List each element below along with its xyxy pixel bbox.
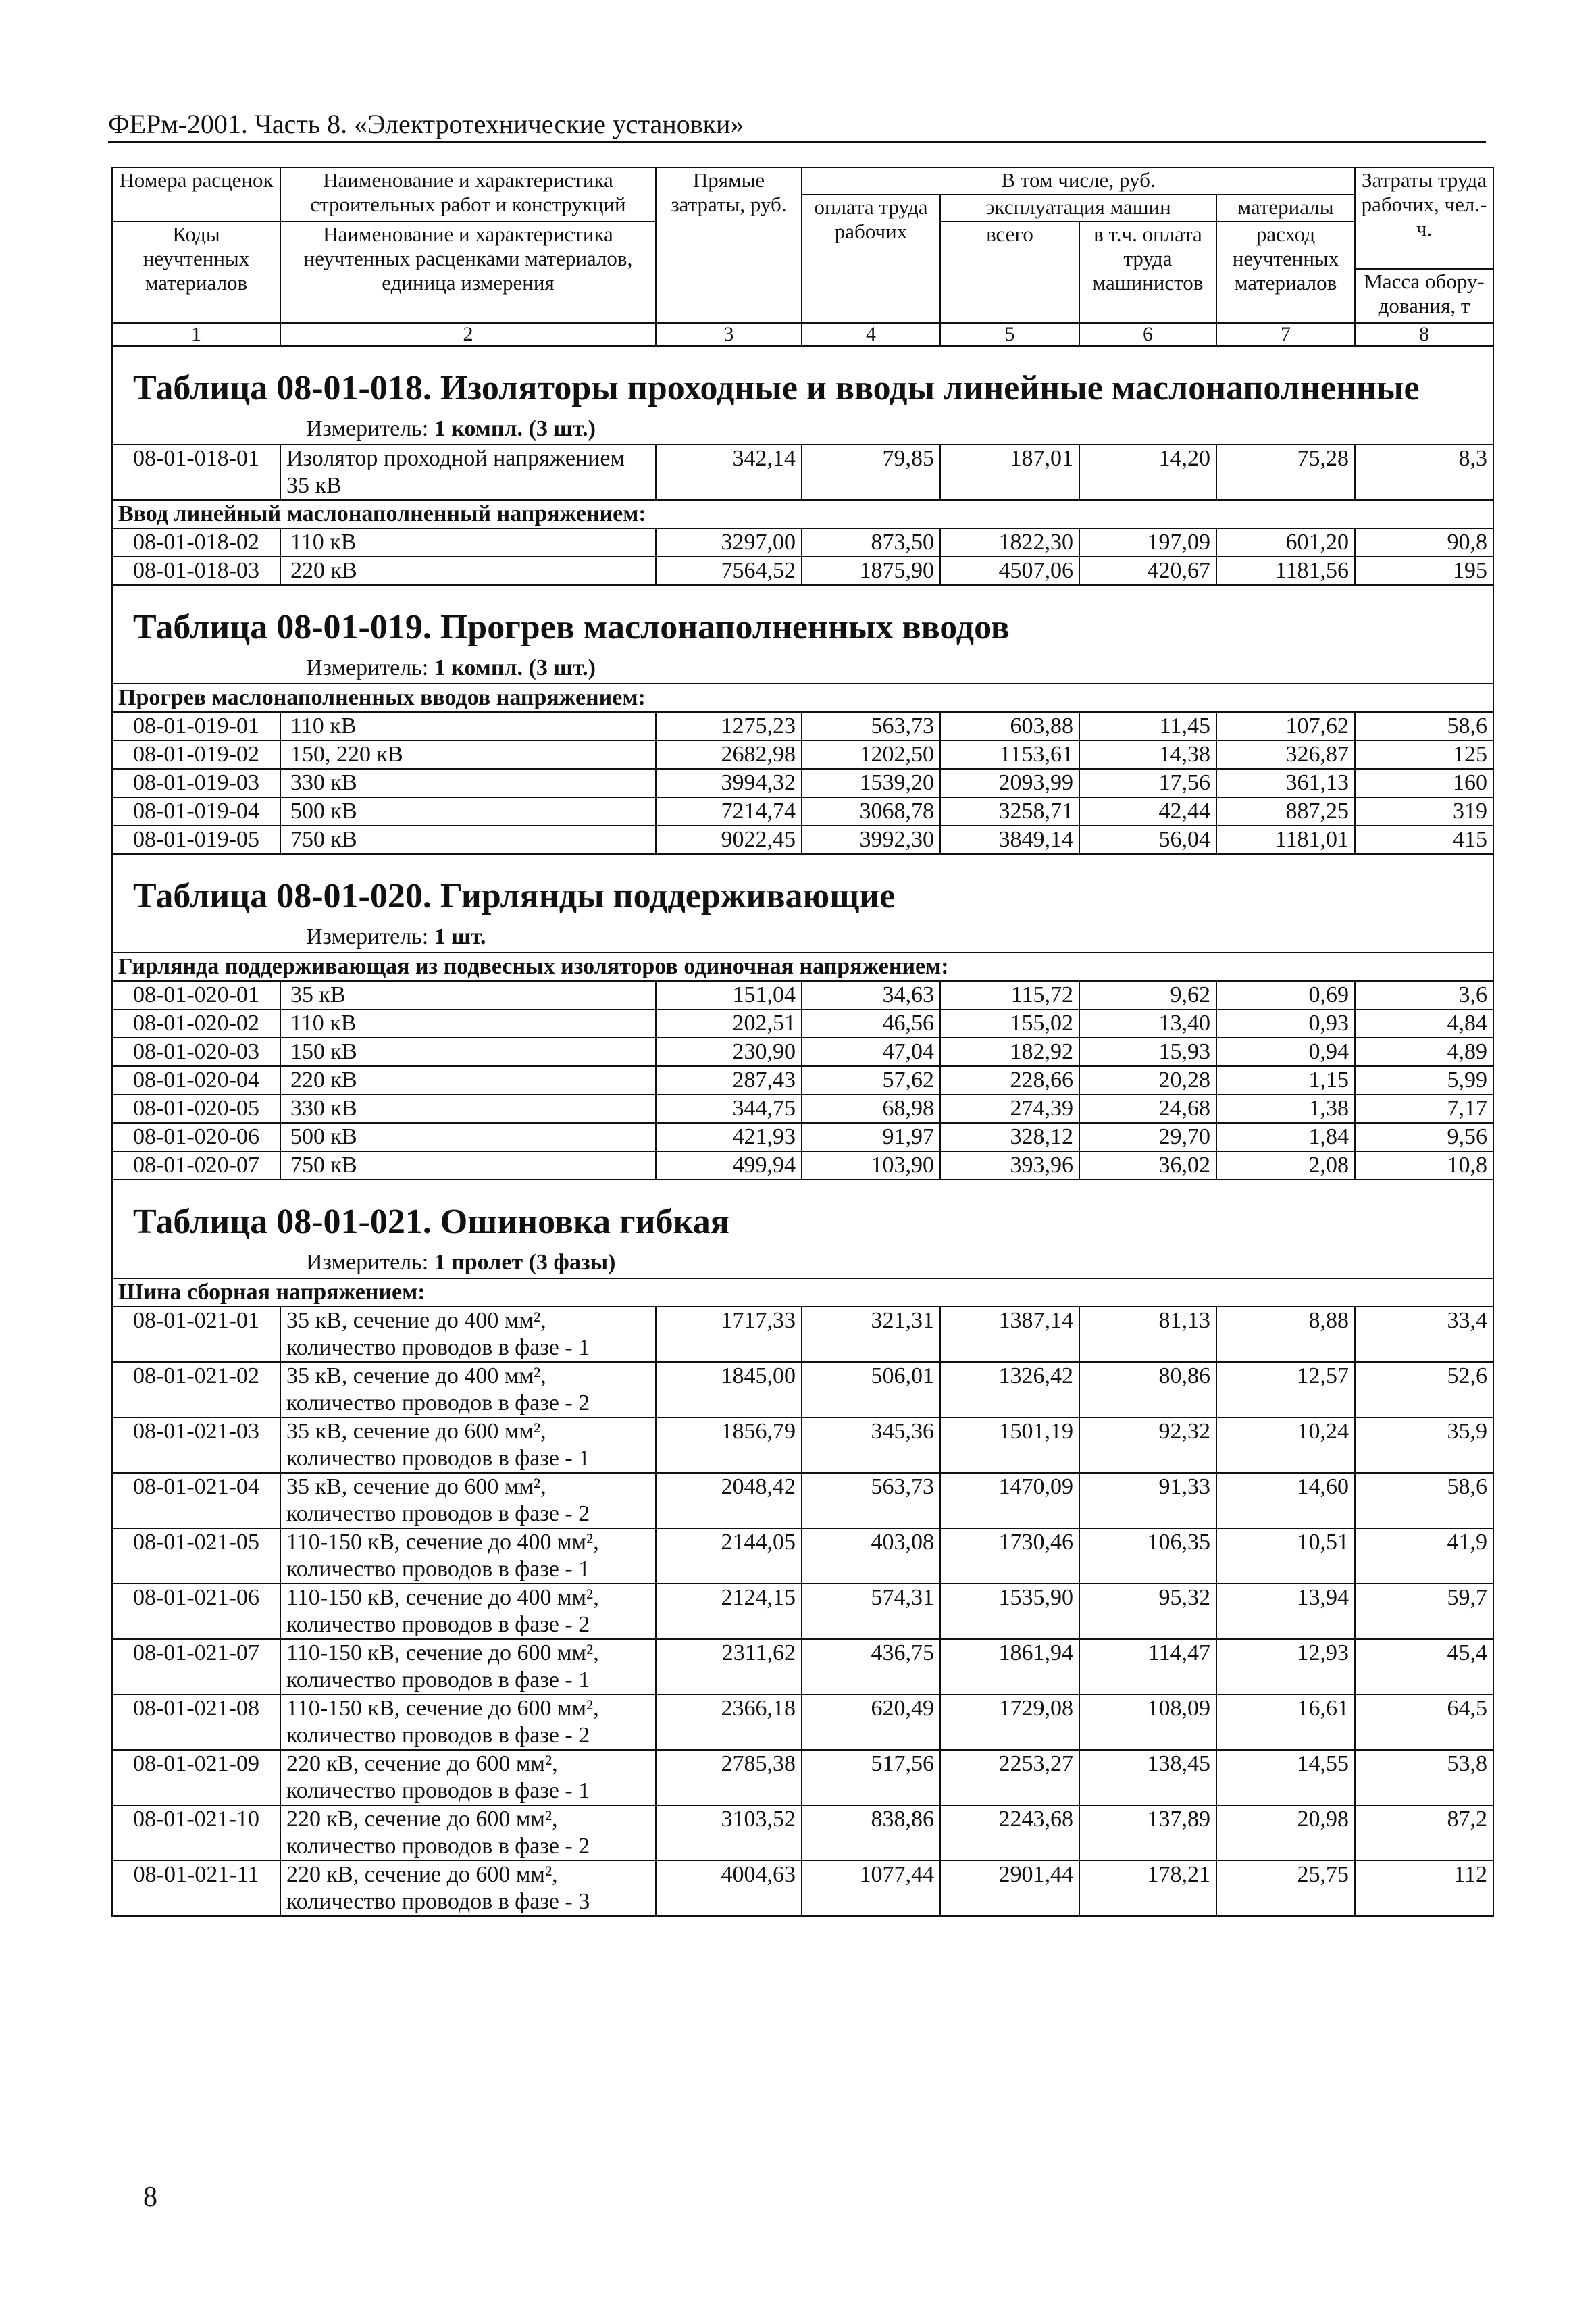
labor-pay: 321,31 xyxy=(802,1307,940,1362)
rate-name: 110-150 кВ, сечение до 600 мм², количество проводов в фазе - 2 xyxy=(280,1694,656,1750)
machines-total: 1861,94 xyxy=(940,1639,1079,1694)
materials-cost: 887,25 xyxy=(1216,797,1355,826)
rate-name: 35 кВ, сечение до 600 мм², количество проводов в фазе - 2 xyxy=(280,1473,656,1528)
rate-code: 08-01-021-04 xyxy=(112,1473,280,1528)
machinists-pay: 36,02 xyxy=(1079,1151,1216,1180)
labor-pay: 838,86 xyxy=(802,1805,940,1861)
direct-cost: 1717,33 xyxy=(656,1307,802,1362)
rate-name: 35 кВ, сечение до 400 мм², количество проводов в фазе - 1 xyxy=(280,1307,656,1362)
table-row xyxy=(112,557,1493,585)
labor-pay: 517,56 xyxy=(802,1750,940,1805)
labor-hours: 125 xyxy=(1355,740,1493,769)
materials-cost: 1,84 xyxy=(1216,1123,1355,1151)
machinists-pay: 138,45 xyxy=(1079,1750,1216,1805)
machinists-pay: 95,32 xyxy=(1079,1584,1216,1639)
machinists-pay: 178,21 xyxy=(1079,1861,1216,1916)
col4-header: оплата труда рабочих xyxy=(802,195,940,323)
table-row xyxy=(112,1151,1493,1180)
col-number: 6 xyxy=(1079,323,1216,346)
materials-cost: 1,15 xyxy=(1216,1066,1355,1095)
labor-hours: 112 xyxy=(1355,1861,1493,1916)
machinists-pay: 420,67 xyxy=(1079,557,1216,585)
rates-table xyxy=(111,167,1494,1917)
table-row xyxy=(112,1307,1493,1362)
col-number: 3 xyxy=(656,323,802,346)
group-heading: Гирлянда поддерживающая из подвесных изоляторов одиночная напряжением: xyxy=(112,953,1493,981)
machines-total: 1729,08 xyxy=(940,1694,1079,1750)
meter-value: 1 компл. (3 шт.) xyxy=(434,416,596,441)
direct-cost: 1275,23 xyxy=(656,712,802,740)
direct-cost: 2366,18 xyxy=(656,1694,802,1750)
rate-code: 08-01-020-04 xyxy=(112,1066,280,1095)
rate-code: 08-01-021-11 xyxy=(112,1861,280,1916)
direct-cost: 1845,00 xyxy=(656,1362,802,1417)
rate-name: 220 кВ, сечение до 600 мм², количество проводов в фазе - 1 xyxy=(280,1750,656,1805)
labor-pay: 873,50 xyxy=(802,528,940,557)
machinists-pay: 17,56 xyxy=(1079,769,1216,797)
machines-total: 3849,14 xyxy=(940,826,1079,854)
table-row xyxy=(112,445,1493,500)
rate-name: 220 кВ xyxy=(280,557,656,585)
col-number: 4 xyxy=(802,323,940,346)
direct-cost: 151,04 xyxy=(656,981,802,1009)
col5-header: всего xyxy=(940,222,1079,323)
rate-code: 08-01-021-05 xyxy=(112,1528,280,1584)
labor-hours: 41,9 xyxy=(1355,1528,1493,1584)
labor-hours: 160 xyxy=(1355,769,1493,797)
machines-total: 1326,42 xyxy=(940,1362,1079,1417)
rate-code: 08-01-021-02 xyxy=(112,1362,280,1417)
machinists-pay: 13,40 xyxy=(1079,1009,1216,1038)
materials-cost: 12,93 xyxy=(1216,1639,1355,1694)
materials-cost: 0,94 xyxy=(1216,1038,1355,1066)
labor-hours: 58,6 xyxy=(1355,712,1493,740)
machines-total: 2253,27 xyxy=(940,1750,1079,1805)
rate-code: 08-01-020-02 xyxy=(112,1009,280,1038)
machines-total: 1822,30 xyxy=(940,528,1079,557)
labor-pay: 1202,50 xyxy=(802,740,940,769)
rate-code: 08-01-019-05 xyxy=(112,826,280,854)
col-number: 5 xyxy=(940,323,1079,346)
materials-cost: 16,61 xyxy=(1216,1694,1355,1750)
table-row xyxy=(112,1009,1493,1038)
machinists-pay: 14,20 xyxy=(1079,445,1216,500)
rate-code: 08-01-021-03 xyxy=(112,1417,280,1473)
machinists-pay: 137,89 xyxy=(1079,1805,1216,1861)
materials-cost: 0,69 xyxy=(1216,981,1355,1009)
labor-pay: 68,98 xyxy=(802,1095,940,1123)
machines-total: 2243,68 xyxy=(940,1805,1079,1861)
machines-total: 3258,71 xyxy=(940,797,1079,826)
rate-name: 35 кВ, сечение до 400 мм², количество проводов в фазе - 2 xyxy=(280,1362,656,1417)
direct-cost: 2048,42 xyxy=(656,1473,802,1528)
machines-total: 2901,44 xyxy=(940,1861,1079,1916)
rate-name: 150 кВ xyxy=(280,1038,656,1066)
rate-code: 08-01-020-03 xyxy=(112,1038,280,1066)
machines-total: 393,96 xyxy=(940,1151,1079,1180)
direct-cost: 342,14 xyxy=(656,445,802,500)
table-row xyxy=(112,528,1493,557)
machinists-pay: 20,28 xyxy=(1079,1066,1216,1095)
machinists-pay: 106,35 xyxy=(1079,1528,1216,1584)
table-row xyxy=(112,712,1493,740)
table-row xyxy=(112,1417,1493,1473)
labor-pay: 563,73 xyxy=(802,712,940,740)
direct-cost: 499,94 xyxy=(656,1151,802,1180)
labor-pay: 574,31 xyxy=(802,1584,940,1639)
machines-total: 4507,06 xyxy=(940,557,1079,585)
table-row xyxy=(112,1362,1493,1417)
rate-name: 750 кВ xyxy=(280,826,656,854)
rate-name: 35 кВ xyxy=(280,981,656,1009)
labor-pay: 79,85 xyxy=(802,445,940,500)
incl-header: В том числе, руб. xyxy=(802,168,1355,195)
meter-line xyxy=(118,655,1487,683)
table-row xyxy=(112,797,1493,826)
meter-line xyxy=(118,416,1487,444)
rate-code: 08-01-018-03 xyxy=(112,557,280,585)
machinists-pay: 24,68 xyxy=(1079,1095,1216,1123)
rate-code: 08-01-020-07 xyxy=(112,1151,280,1180)
materials-cost: 12,57 xyxy=(1216,1362,1355,1417)
materials-cost: 14,55 xyxy=(1216,1750,1355,1805)
table-title: Таблица 08-01-020. Гирлянды поддерживающие xyxy=(133,877,896,915)
machines-total: 2093,99 xyxy=(940,769,1079,797)
machines-total: 1730,46 xyxy=(940,1528,1079,1584)
materials-header: материалы xyxy=(1216,195,1355,222)
machinists-pay: 11,45 xyxy=(1079,712,1216,740)
col2-bottom-header: Наименование и характеристика неучтенных расценками материалов, единица измерения xyxy=(280,222,656,323)
table-row xyxy=(112,826,1493,854)
machinists-pay: 42,44 xyxy=(1079,797,1216,826)
table-title: Таблица 08-01-019. Прогрев маслонаполненных вводов xyxy=(133,608,1010,647)
machinists-pay: 14,38 xyxy=(1079,740,1216,769)
meter-label: Измеритель: xyxy=(306,924,429,949)
table-row xyxy=(112,1123,1493,1151)
machines-total: 1535,90 xyxy=(940,1584,1079,1639)
materials-cost: 13,94 xyxy=(1216,1584,1355,1639)
col-number: 2 xyxy=(280,323,656,346)
machines-header: эксплуатация машин xyxy=(940,195,1216,222)
labor-pay: 103,90 xyxy=(802,1151,940,1180)
rate-name: 150, 220 кВ xyxy=(280,740,656,769)
direct-cost: 202,51 xyxy=(656,1009,802,1038)
labor-hours: 52,6 xyxy=(1355,1362,1493,1417)
labor-hours: 7,17 xyxy=(1355,1095,1493,1123)
table-title: Таблица 08-01-021. Ошиновка гибкая xyxy=(133,1203,729,1241)
rate-name: 110-150 кВ, сечение до 600 мм², количество проводов в фазе - 1 xyxy=(280,1639,656,1694)
group-heading: Шина сборная напряжением: xyxy=(112,1278,1493,1307)
labor-hours: 64,5 xyxy=(1355,1694,1493,1750)
col8-top-header: Затраты труда рабочих, чел.-ч. xyxy=(1355,168,1493,269)
materials-cost: 1,38 xyxy=(1216,1095,1355,1123)
rate-code: 08-01-020-06 xyxy=(112,1123,280,1151)
rate-code: 08-01-019-04 xyxy=(112,797,280,826)
rate-code: 08-01-018-02 xyxy=(112,528,280,557)
labor-pay: 563,73 xyxy=(802,1473,940,1528)
rate-name: 500 кВ xyxy=(280,1123,656,1151)
materials-cost: 2,08 xyxy=(1216,1151,1355,1180)
meter-value: 1 компл. (3 шт.) xyxy=(434,655,596,680)
labor-pay: 620,49 xyxy=(802,1694,940,1750)
rate-code: 08-01-020-01 xyxy=(112,981,280,1009)
machinists-pay: 91,33 xyxy=(1079,1473,1216,1528)
rate-code: 08-01-019-01 xyxy=(112,712,280,740)
col1-bottom-header: Коды неучтенных материалов xyxy=(112,222,280,323)
rate-name: 220 кВ, сечение до 600 мм², количество проводов в фазе - 3 xyxy=(280,1861,656,1916)
materials-cost: 25,75 xyxy=(1216,1861,1355,1916)
rate-code: 08-01-021-07 xyxy=(112,1639,280,1694)
machinists-pay: 92,32 xyxy=(1079,1417,1216,1473)
table-row xyxy=(112,1066,1493,1095)
table-title: Таблица 08-01-018. Изоляторы проходные и вводы линейные маслонаполненные xyxy=(133,369,1420,407)
labor-hours: 415 xyxy=(1355,826,1493,854)
table-row xyxy=(112,1528,1493,1584)
machines-total: 1470,09 xyxy=(940,1473,1079,1528)
machinists-pay: 81,13 xyxy=(1079,1307,1216,1362)
materials-cost: 1181,01 xyxy=(1216,826,1355,854)
labor-pay: 506,01 xyxy=(802,1362,940,1417)
table-row xyxy=(112,1861,1493,1916)
labor-pay: 47,04 xyxy=(802,1038,940,1066)
labor-hours: 90,8 xyxy=(1355,528,1493,557)
table-row xyxy=(112,1038,1493,1066)
table-row xyxy=(112,1584,1493,1639)
labor-pay: 1539,20 xyxy=(802,769,940,797)
materials-cost: 601,20 xyxy=(1216,528,1355,557)
rate-code: 08-01-021-01 xyxy=(112,1307,280,1362)
machinists-pay: 9,62 xyxy=(1079,981,1216,1009)
direct-cost: 1856,79 xyxy=(656,1417,802,1473)
labor-hours: 195 xyxy=(1355,557,1493,585)
column-numbers-row xyxy=(112,323,1493,346)
labor-pay: 1875,90 xyxy=(802,557,940,585)
labor-pay: 1077,44 xyxy=(802,1861,940,1916)
rate-name: 110 кВ xyxy=(280,1009,656,1038)
machinists-pay: 114,47 xyxy=(1079,1639,1216,1694)
materials-cost: 10,24 xyxy=(1216,1417,1355,1473)
group-heading: Прогрев маслонаполненных вводов напряжением: xyxy=(112,684,1493,712)
direct-cost: 287,43 xyxy=(656,1066,802,1095)
direct-cost: 230,90 xyxy=(656,1038,802,1066)
labor-hours: 87,2 xyxy=(1355,1805,1493,1861)
table-row xyxy=(112,1473,1493,1528)
table-row xyxy=(112,1750,1493,1805)
machinists-pay: 15,93 xyxy=(1079,1038,1216,1066)
materials-cost: 361,13 xyxy=(1216,769,1355,797)
rate-code: 08-01-021-10 xyxy=(112,1805,280,1861)
rate-name: Изолятор проходной напряжением 35 кВ xyxy=(280,445,656,500)
col1-top-header: Номера расценок xyxy=(112,168,280,222)
materials-cost: 10,51 xyxy=(1216,1528,1355,1584)
rate-name: 35 кВ, сечение до 600 мм², количество проводов в фазе - 1 xyxy=(280,1417,656,1473)
labor-hours: 4,84 xyxy=(1355,1009,1493,1038)
direct-cost: 9022,45 xyxy=(656,826,802,854)
labor-pay: 403,08 xyxy=(802,1528,940,1584)
rate-code: 08-01-018-01 xyxy=(112,445,280,500)
rate-name: 220 кВ xyxy=(280,1066,656,1095)
labor-hours: 5,99 xyxy=(1355,1066,1493,1095)
machines-total: 228,66 xyxy=(940,1066,1079,1095)
direct-cost: 3103,52 xyxy=(656,1805,802,1861)
labor-hours: 9,56 xyxy=(1355,1123,1493,1151)
rate-name: 750 кВ xyxy=(280,1151,656,1180)
col3-header: Прямые затраты, руб. xyxy=(656,168,802,323)
col-number: 7 xyxy=(1216,323,1355,346)
table-row xyxy=(112,1639,1493,1694)
labor-pay: 91,97 xyxy=(802,1123,940,1151)
table-row xyxy=(112,1095,1493,1123)
meter-value: 1 пролет (3 фазы) xyxy=(434,1250,616,1275)
col8-bottom-header: Масса обору-дования, т xyxy=(1355,269,1493,323)
labor-pay: 436,75 xyxy=(802,1639,940,1694)
machinists-pay: 108,09 xyxy=(1079,1694,1216,1750)
rate-code: 08-01-021-08 xyxy=(112,1694,280,1750)
labor-hours: 3,6 xyxy=(1355,981,1493,1009)
meter-label: Измеритель: xyxy=(306,1250,429,1275)
direct-cost: 2144,05 xyxy=(656,1528,802,1584)
table-row xyxy=(112,769,1493,797)
meter-line xyxy=(118,924,1487,952)
rate-code: 08-01-019-03 xyxy=(112,769,280,797)
rate-name: 110-150 кВ, сечение до 400 мм², количество проводов в фазе - 2 xyxy=(280,1584,656,1639)
machines-total: 1501,19 xyxy=(940,1417,1079,1473)
direct-cost: 2785,38 xyxy=(656,1750,802,1805)
direct-cost: 4004,63 xyxy=(656,1861,802,1916)
meter-label: Измеритель: xyxy=(306,416,429,441)
machines-total: 328,12 xyxy=(940,1123,1079,1151)
labor-pay: 46,56 xyxy=(802,1009,940,1038)
machinists-pay: 197,09 xyxy=(1079,528,1216,557)
labor-hours: 53,8 xyxy=(1355,1750,1493,1805)
rate-name: 500 кВ xyxy=(280,797,656,826)
labor-hours: 8,3 xyxy=(1355,445,1493,500)
labor-pay: 3068,78 xyxy=(802,797,940,826)
direct-cost: 344,75 xyxy=(656,1095,802,1123)
header-rule xyxy=(108,141,1486,143)
rate-name: 110 кВ xyxy=(280,528,656,557)
machines-total: 274,39 xyxy=(940,1095,1079,1123)
meter-label: Измеритель: xyxy=(306,655,429,680)
table-row xyxy=(112,740,1493,769)
materials-cost: 0,93 xyxy=(1216,1009,1355,1038)
rate-name: 330 кВ xyxy=(280,769,656,797)
col7-header: расход неучтенных материалов xyxy=(1216,222,1355,323)
labor-pay: 345,36 xyxy=(802,1417,940,1473)
machines-total: 603,88 xyxy=(940,712,1079,740)
machines-total: 115,72 xyxy=(940,981,1079,1009)
materials-cost: 8,88 xyxy=(1216,1307,1355,1362)
materials-cost: 107,62 xyxy=(1216,712,1355,740)
rate-name: 330 кВ xyxy=(280,1095,656,1123)
labor-hours: 319 xyxy=(1355,797,1493,826)
machines-total: 1387,14 xyxy=(940,1307,1079,1362)
direct-cost: 2682,98 xyxy=(656,740,802,769)
labor-pay: 34,63 xyxy=(802,981,940,1009)
machinists-pay: 29,70 xyxy=(1079,1123,1216,1151)
machines-total: 155,02 xyxy=(940,1009,1079,1038)
table-row xyxy=(112,1694,1493,1750)
machines-total: 1153,61 xyxy=(940,740,1079,769)
col6-header: в т.ч. оплата труда машинистов xyxy=(1079,222,1216,323)
machines-total: 182,92 xyxy=(940,1038,1079,1066)
labor-hours: 4,89 xyxy=(1355,1038,1493,1066)
labor-hours: 10,8 xyxy=(1355,1151,1493,1180)
labor-hours: 59,7 xyxy=(1355,1584,1493,1639)
materials-cost: 75,28 xyxy=(1216,445,1355,500)
materials-cost: 1181,56 xyxy=(1216,557,1355,585)
direct-cost: 3297,00 xyxy=(656,528,802,557)
labor-hours: 33,4 xyxy=(1355,1307,1493,1362)
machines-total: 187,01 xyxy=(940,445,1079,500)
rate-name: 110 кВ xyxy=(280,712,656,740)
rate-code: 08-01-019-02 xyxy=(112,740,280,769)
col-number: 8 xyxy=(1355,323,1493,346)
machinists-pay: 80,86 xyxy=(1079,1362,1216,1417)
labor-hours: 35,9 xyxy=(1355,1417,1493,1473)
rate-code: 08-01-020-05 xyxy=(112,1095,280,1123)
direct-cost: 421,93 xyxy=(656,1123,802,1151)
labor-pay: 3992,30 xyxy=(802,826,940,854)
rate-code: 08-01-021-06 xyxy=(112,1584,280,1639)
col-number: 1 xyxy=(112,323,280,346)
direct-cost: 7564,52 xyxy=(656,557,802,585)
page-header: ФЕРм-2001. Часть 8. «Электротехнические установки» xyxy=(108,109,744,139)
meter-value: 1 шт. xyxy=(434,924,486,949)
col2-top-header: Наименование и характеристика строительных работ и конструкций xyxy=(280,168,656,222)
page-number: 8 xyxy=(143,2182,157,2213)
meter-line xyxy=(118,1249,1487,1278)
materials-cost: 20,98 xyxy=(1216,1805,1355,1861)
machinists-pay: 56,04 xyxy=(1079,826,1216,854)
materials-cost: 326,87 xyxy=(1216,740,1355,769)
labor-hours: 45,4 xyxy=(1355,1639,1493,1694)
materials-cost: 14,60 xyxy=(1216,1473,1355,1528)
labor-hours: 58,6 xyxy=(1355,1473,1493,1528)
rate-code: 08-01-021-09 xyxy=(112,1750,280,1805)
direct-cost: 7214,74 xyxy=(656,797,802,826)
group-heading: Ввод линейный маслонаполненный напряжением: xyxy=(112,500,1493,528)
labor-pay: 57,62 xyxy=(802,1066,940,1095)
direct-cost: 2311,62 xyxy=(656,1639,802,1694)
table-row xyxy=(112,1805,1493,1861)
direct-cost: 2124,15 xyxy=(656,1584,802,1639)
table-row xyxy=(112,981,1493,1009)
rate-name: 220 кВ, сечение до 600 мм², количество проводов в фазе - 2 xyxy=(280,1805,656,1861)
rate-name: 110-150 кВ, сечение до 400 мм², количество проводов в фазе - 1 xyxy=(280,1528,656,1584)
direct-cost: 3994,32 xyxy=(656,769,802,797)
